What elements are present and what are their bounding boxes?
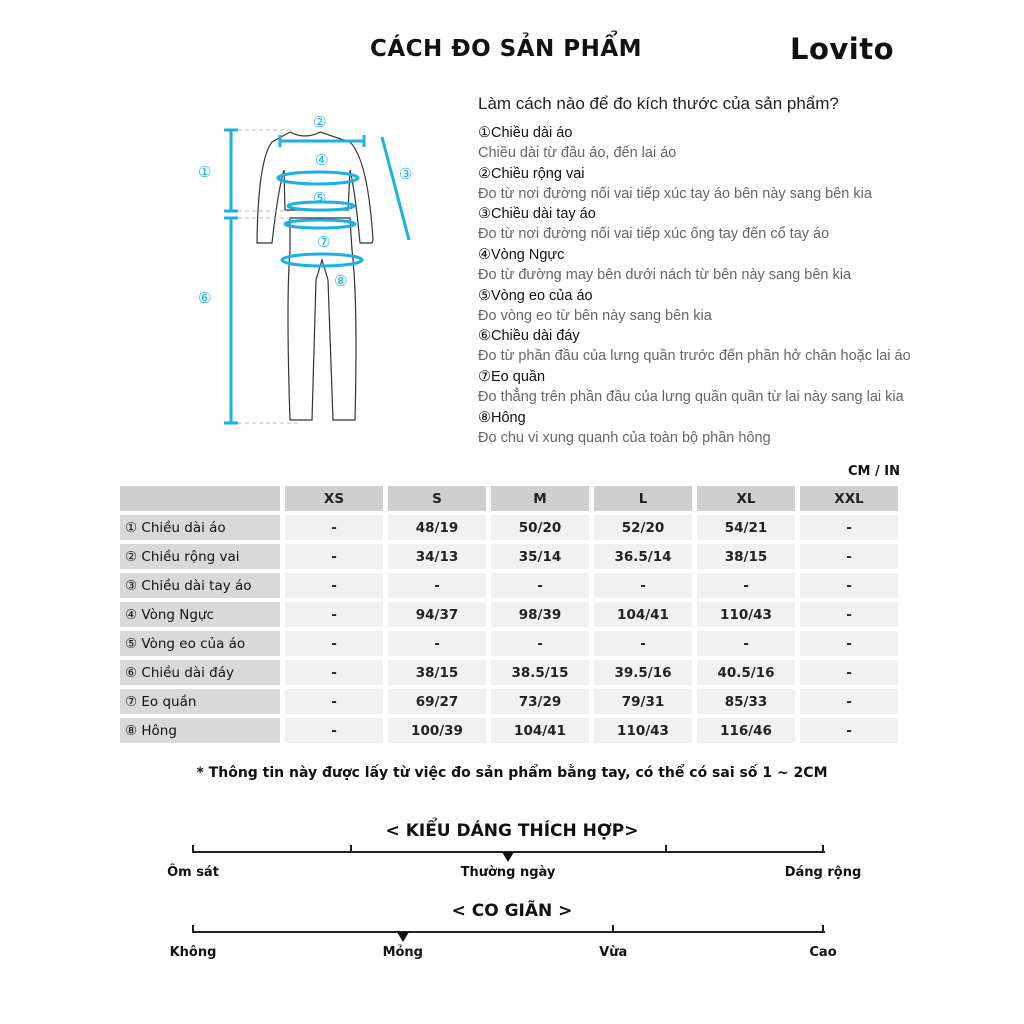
size-value: - xyxy=(594,573,692,598)
size-value: 110/43 xyxy=(697,602,795,627)
row-label: ⑧ Hông xyxy=(120,718,280,743)
table-row xyxy=(120,515,898,540)
table-row xyxy=(120,718,898,743)
table-row xyxy=(120,689,898,714)
scale-label: Mỏng xyxy=(382,945,423,960)
guide-item xyxy=(478,326,911,367)
guide-label: ⑦Eo quần xyxy=(478,369,546,386)
row-label: ⑥ Chiều dài đáy xyxy=(120,660,280,685)
label-6: ⑥ xyxy=(198,289,212,307)
size-value: - xyxy=(800,689,898,714)
size-header: XL xyxy=(697,486,795,511)
size-value: 38.5/15 xyxy=(491,660,589,685)
size-value: - xyxy=(491,631,589,656)
guide-desc: Đo từ đường may bên dưới nách từ bên này sang bên kia xyxy=(478,267,852,284)
scale-tick xyxy=(350,845,352,853)
guide-item xyxy=(478,245,911,286)
guide-desc: Chiều dài từ đầu áo, đến lai áo xyxy=(478,145,677,161)
unit-label: CM / IN xyxy=(848,464,900,479)
row-label: ③ Chiều dài tay áo xyxy=(120,573,280,598)
table-row xyxy=(120,631,898,656)
size-value: - xyxy=(285,515,383,540)
size-value: 38/15 xyxy=(388,660,486,685)
size-value: 73/29 xyxy=(491,689,589,714)
size-value: 79/31 xyxy=(594,689,692,714)
size-value: - xyxy=(800,602,898,627)
label-7: ⑦ xyxy=(317,233,331,251)
guide-label: ⑤Vòng eo của áo xyxy=(478,287,593,304)
guide-label: ②Chiều rộng vai xyxy=(478,165,585,182)
guide-title: Làm cách nào để đo kích thước của sản phẩm? xyxy=(478,94,839,113)
guide-item xyxy=(478,123,911,164)
label-1: ① xyxy=(198,163,212,181)
guide-label: ③Chiều dài tay áo xyxy=(478,206,596,223)
size-value: - xyxy=(697,573,795,598)
guide-item xyxy=(478,164,911,205)
label-2: ② xyxy=(313,113,327,131)
size-value: 40.5/16 xyxy=(697,660,795,685)
size-value: 104/41 xyxy=(594,602,692,627)
guide-label: ⑧Hông xyxy=(478,409,526,426)
size-value: - xyxy=(491,573,589,598)
scale-label: Ôm sát xyxy=(167,865,219,880)
size-value: - xyxy=(388,631,486,656)
size-value: 69/27 xyxy=(388,689,486,714)
size-value: - xyxy=(697,631,795,656)
size-value: - xyxy=(285,718,383,743)
guide-desc: Đo từ nơi đường nối vai tiếp xúc ống tay đến cổ tay áo xyxy=(478,226,830,243)
size-value: 85/33 xyxy=(697,689,795,714)
guide-item xyxy=(478,367,911,408)
scale-label: Thường ngày xyxy=(460,865,556,880)
size-value: - xyxy=(800,631,898,656)
label-5: ⑤ xyxy=(313,189,327,207)
size-value: - xyxy=(800,573,898,598)
scale-label: Cao xyxy=(809,945,837,960)
size-header: L xyxy=(594,486,692,511)
scale-marker-icon xyxy=(397,932,409,942)
guide-desc: Đo từ phần đầu của lưng quần trước đến phần hở chân hoặc lai áo xyxy=(478,348,911,365)
guide-desc: Đo chu vi xung quanh của toàn bộ phần hông xyxy=(478,429,771,446)
size-value: - xyxy=(594,631,692,656)
header-row xyxy=(120,486,898,511)
scale-label: Vừa xyxy=(599,945,628,960)
table-row xyxy=(120,602,898,627)
size-header: XXL xyxy=(800,486,898,511)
guide-item xyxy=(478,286,911,327)
scale-label: Không xyxy=(169,945,217,960)
size-header: S xyxy=(388,486,486,511)
measurement-figure xyxy=(190,100,430,430)
scale-tick xyxy=(192,845,194,853)
stretch-scale-title: < CO GIÃN > xyxy=(451,901,573,921)
scale-tick xyxy=(612,925,614,933)
size-value: - xyxy=(800,660,898,685)
table-row xyxy=(120,573,898,598)
size-value: 35/14 xyxy=(491,544,589,569)
guide-label: ①Chiều dài áo xyxy=(478,125,573,141)
size-value: - xyxy=(800,515,898,540)
size-table xyxy=(115,482,903,747)
page-title: CÁCH ĐO SẢN PHẨM xyxy=(370,36,643,62)
size-value: 104/41 xyxy=(491,718,589,743)
size-header: M xyxy=(491,486,589,511)
size-value: 50/20 xyxy=(491,515,589,540)
size-value: - xyxy=(800,718,898,743)
guide-item xyxy=(478,204,911,245)
size-value: 94/37 xyxy=(388,602,486,627)
scale-tick xyxy=(822,845,824,853)
brand-logo: Lovito xyxy=(790,32,895,66)
size-value: 98/39 xyxy=(491,602,589,627)
scale-tick xyxy=(822,925,824,933)
size-value: 110/43 xyxy=(594,718,692,743)
label-8: ⑧ xyxy=(334,272,348,290)
size-value: 100/39 xyxy=(388,718,486,743)
table-row xyxy=(120,544,898,569)
size-value: - xyxy=(388,573,486,598)
guide-desc: Đo từ nơi đường nối vai tiếp xúc tay áo bên này sang bên kia xyxy=(478,185,872,202)
row-label: ⑤ Vòng eo của áo xyxy=(120,631,280,656)
row-label: ② Chiều rộng vai xyxy=(120,544,280,569)
size-value: 38/15 xyxy=(697,544,795,569)
guide-desc: Đo vòng eo từ bên này sang bên kia xyxy=(478,307,712,324)
guide-label: ④Vòng Ngực xyxy=(478,247,565,264)
size-value: 34/13 xyxy=(388,544,486,569)
size-value: 48/19 xyxy=(388,515,486,540)
scale-tick xyxy=(665,845,667,853)
size-value: - xyxy=(800,544,898,569)
guide-desc: Đo thẳng trên phần đầu của lưng quần quần từ lai này sang lai kia xyxy=(478,389,904,406)
measurement-guide xyxy=(478,123,911,449)
scale-label: Dáng rộng xyxy=(784,865,862,880)
guide-item xyxy=(478,408,911,449)
size-value: - xyxy=(285,660,383,685)
label-4: ④ xyxy=(315,151,329,169)
size-value: 116/46 xyxy=(697,718,795,743)
size-value: - xyxy=(285,573,383,598)
row-label: ⑦ Eo quần xyxy=(120,689,280,714)
measurement-note: * Thông tin này được lấy từ việc đo sản phẩm bằng tay, có thể có sai số 1 ~ 2CM xyxy=(196,765,828,781)
size-value: - xyxy=(285,631,383,656)
size-value: 39.5/16 xyxy=(594,660,692,685)
size-value: 52/20 xyxy=(594,515,692,540)
label-3: ③ xyxy=(399,165,413,183)
size-value: - xyxy=(285,544,383,569)
size-value: 54/21 xyxy=(697,515,795,540)
guide-label: ⑥Chiều dài đáy xyxy=(478,328,580,345)
scale-tick xyxy=(192,925,194,933)
row-label: ① Chiều dài áo xyxy=(120,515,280,540)
fit-scale-title: < KIỂU DÁNG THÍCH HỢP> xyxy=(385,821,639,841)
stretch-scale-line xyxy=(193,931,825,933)
size-value: - xyxy=(285,602,383,627)
header-cell-empty xyxy=(120,486,280,511)
scale-marker-icon xyxy=(502,852,514,862)
size-header: XS xyxy=(285,486,383,511)
row-label: ④ Vòng Ngực xyxy=(120,602,280,627)
size-value: - xyxy=(285,689,383,714)
size-value: 36.5/14 xyxy=(594,544,692,569)
table-row xyxy=(120,660,898,685)
